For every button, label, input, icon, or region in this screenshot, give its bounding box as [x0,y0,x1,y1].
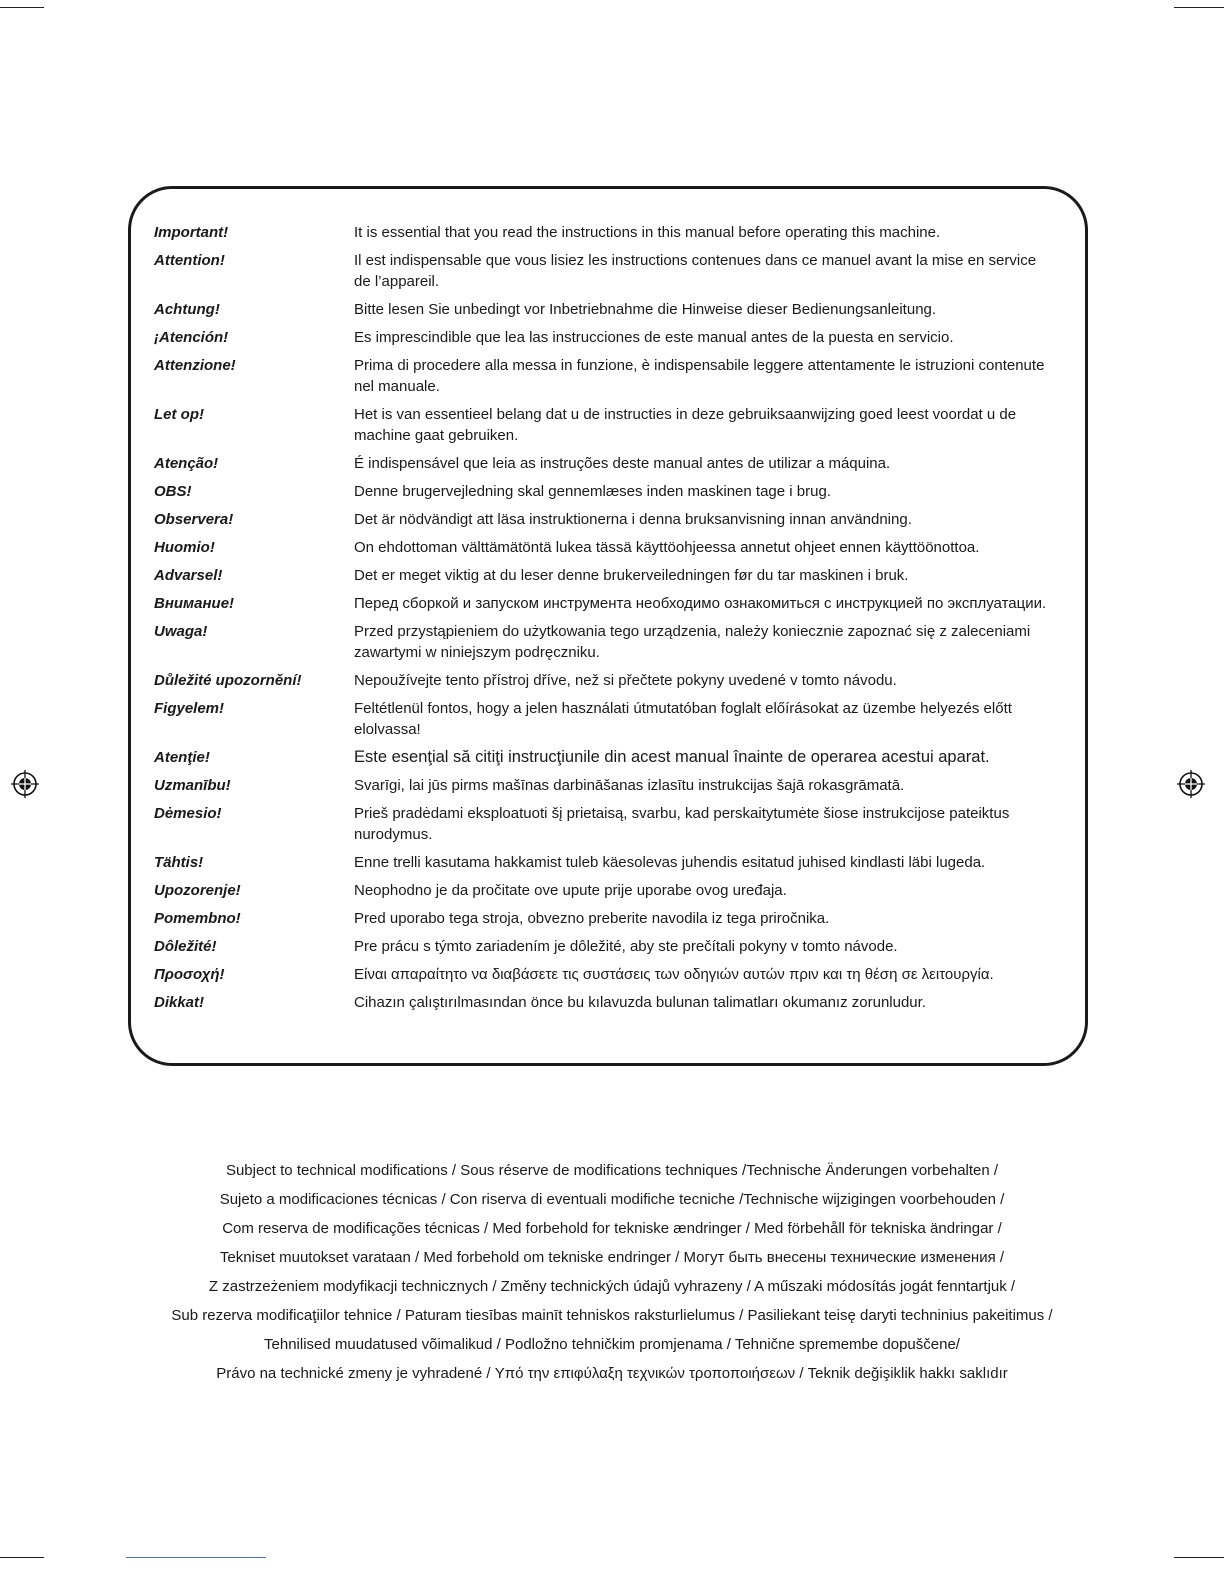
notice-row [154,537,1082,558]
registration-mark-right-icon [1176,769,1206,799]
technical-modifications-notice [0,1156,1224,1388]
notice-text: É indispensável que leia as instruções deste manual antes de utilizar a máquina. [354,455,891,472]
crop-mark-top-left [0,7,44,8]
notice-text: Es imprescindible que lea las instrucciones de este manual antes de la puesta en servicio. [354,329,954,346]
notice-row [154,747,1082,768]
notice-label: Προσοχή! [154,966,225,983]
notice-row [154,404,1082,446]
notice-row [154,299,1082,320]
crop-mark-bottom-right [1174,1557,1224,1558]
notice-text: Перед сборкой и запуском инструмента необходимо ознакомиться с инструкцией по эксплуатации. [354,595,1047,612]
footer-line: Tehnilised muudatused võimalikud / Podložno tehničkim promjenama / Tehnične spremembe dopuščene/ [264,1336,960,1353]
notice-row [154,698,1082,740]
notice-row [154,670,1082,691]
notice-label: Atenţie! [154,749,210,766]
notice-row [154,852,1082,873]
notice-text: Pre prácu s týmto zariadením je dôležité, aby ste prečítali pokyny v tomto návode. [354,938,898,955]
notice-text: Enne trelli kasutama hakkamist tuleb käesolevas juhendis esitatud juhised kindlasti läbi lugeda. [354,854,986,871]
notice-text: Det är nödvändigt att läsa instruktionerna i denna bruksanvisning innan användning. [354,511,912,528]
footer-line: Sujeto a modificaciones técnicas / Con riserva di eventuali modifiche tecniche /Technische wijzigingen voorbehouden / [219,1191,1005,1208]
notice-label: Důležité upozornění! [154,672,302,689]
notice-label: Attention! [154,252,225,269]
notice-row [154,327,1082,348]
notice-text: Cihazın çalıştırılmasından önce bu kılavuzda bulunan talimatları okumanız zorunludur. [354,994,926,1011]
notice-label: Advarsel! [154,567,223,584]
footer-line: Z zastrzeżeniem modyfikacji technicznych / Změny technických údajů vyhrazeny / A műszaki módosítás jogát fenntartjuk / [208,1278,1016,1295]
notice-text: Svarīgi, lai jūs pirms mašīnas darbināšanas izlasītu instrukcijas šajā rokasgrāmatā. [354,777,905,794]
notice-text: Denne brugervejledning skal gennemlæses inden maskinen tage i brug. [354,483,831,500]
notice-label: Huomio! [154,539,215,556]
notice-row [154,936,1082,957]
notice-label: Atenção! [154,455,219,472]
notice-row [154,992,1082,1013]
notice-text: Bitte lesen Sie unbedingt vor Inbetriebnahme die Hinweise dieser Bedienungsanleitung. [354,301,937,318]
notice-row [154,509,1082,530]
notice-text: On ehdottoman välttämätöntä lukea tässä käyttöohjeessa annetut ohjeet ennen käyttöönottoa. [354,539,980,556]
notice-text: Det er meget viktig at du leser denne brukerveiledningen før du tar maskinen i bruk. [354,567,909,584]
footer-line: Subject to technical modifications / Sous réserve de modifications techniques /Technische Änderungen vorbehalten / [225,1162,999,1179]
notice-label: Pomembno! [154,910,241,927]
notice-row [154,803,1082,845]
notice-row [154,222,1082,243]
notice-text: Nepoužívejte tento přístroj dříve, než si přečtete pokyny uvedené v tomto návodu. [354,672,897,689]
notice-text: Είναι απαραίτητο να διαβάσετε τις συστάσεις των οδηγιών αυτών πριν και τη θέση σε λειτουργία. [354,966,994,983]
notice-row [154,355,1082,397]
notice-row [154,908,1082,929]
notice-text: Neophodno je da pročitate ove upute prije uporabe ovog uređaja. [354,882,787,899]
registration-mark-left-icon [10,769,40,799]
notice-row [154,964,1082,985]
notice-label: Uwaga! [154,623,208,640]
notice-text: Este esenţial să citiţi instrucţiunile din acest manual înainte de operarea acestui aparat. [354,748,990,766]
notice-text: Prima di procedere alla messa in funzione, è indispensabile leggere attentamente le istruzioni contenute nel manuale. [354,357,1045,395]
notice-row [154,481,1082,502]
notice-label: Tähtis! [154,854,204,871]
notice-label: Achtung! [154,301,220,318]
footer-line: Právo na technické zmeny je vyhradené / Υπό την επιφύλαξη τεχνικών τροποποιήσεων / Teknik değişiklik hakkı saklıdır [216,1365,1008,1382]
notice-text: Prieš pradėdami eksploatuoti šį prietaisą, svarbu, kad perskaitytumėte šiose instrukcijose pateiktus nurodymus. [354,805,1010,843]
crop-mark-bottom-left [0,1557,44,1558]
notice-text: Pred uporabo tega stroja, obvezno preberite navodila iz tega priročnika. [354,910,830,927]
notice-label: Dėmesio! [154,805,222,822]
notice-label: OBS! [154,483,192,500]
notice-text: Feltétlenül fontos, hogy a jelen használati útmutatóban foglalt előírásokat az üzembe helyezés előtt elolvassa! [354,700,1012,738]
notice-label: Uzmanību! [154,777,231,794]
notice-label: ¡Atención! [154,329,229,346]
notice-text: Przed przystąpieniem do użytkowania tego urządzenia, należy koniecznie zapoznać się z zaleceniami zawartymi w niniejszym podręczniku. [354,623,1031,661]
notice-text: Il est indispensable que vous lisiez les instructions contenues dans ce manuel avant la mise en service de l’appareil. [354,252,1037,290]
notice-label: Important! [154,224,229,241]
notice-list [154,222,1082,1013]
notice-label: Figyelem! [154,700,225,717]
footer-line: Com reserva de modificações técnicas / Med forbehold for tekniske ændringer / Med förbehåll för tekniska ändringar / [222,1220,1002,1237]
notice-row [154,880,1082,901]
bottom-rule [126,1557,266,1558]
notice-label: Dikkat! [154,994,205,1011]
notice-text: It is essential that you read the instructions in this manual before operating this machine. [354,224,941,241]
notice-label: Observera! [154,511,234,528]
footer-line: Tekniset muutokset varataan / Med forbehold om tekniske endringer / Могут быть внесены технические изменения / [219,1249,1005,1266]
notice-label: Dôležité! [154,938,217,955]
crop-mark-top-right [1174,7,1224,8]
notice-row [154,453,1082,474]
notice-text: Het is van essentieel belang dat u de instructies in deze gebruiksaanwijzing goed leest voordat u de machine gaat gebruiken. [354,406,1017,444]
notice-label: Attenzione! [154,357,236,374]
notice-row [154,593,1082,614]
footer-line: Sub rezerva modificaţiilor tehnice / Paturam tiesības mainīt tehniskos raksturlielumus / Pasiliekant teisę daryti techninius pakeitimus / [171,1307,1053,1324]
notice-label: Внимание! [154,595,235,612]
notice-row [154,775,1082,796]
notice-row [154,621,1082,663]
notice-label: Let op! [154,406,204,423]
notice-row [154,250,1082,292]
notice-row [154,565,1082,586]
notice-label: Upozorenje! [154,882,241,899]
